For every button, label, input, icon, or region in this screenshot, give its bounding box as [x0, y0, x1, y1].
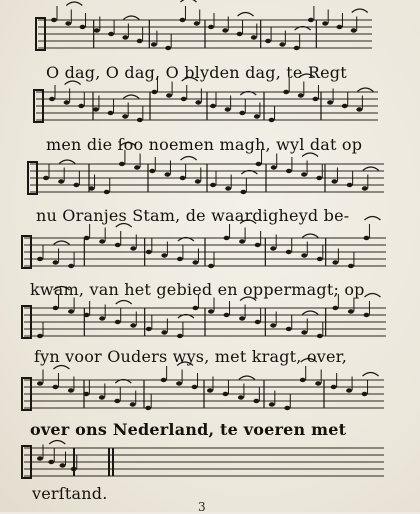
- slur: [116, 301, 132, 305]
- note-head: [134, 165, 140, 169]
- note-head: [161, 330, 167, 334]
- note-head: [224, 236, 230, 240]
- note-head: [108, 111, 114, 115]
- note-head: [99, 316, 105, 320]
- note-head: [255, 320, 261, 324]
- note-head: [166, 93, 172, 97]
- slur: [123, 95, 139, 99]
- note-head: [284, 406, 290, 410]
- note-head: [256, 162, 262, 166]
- note-head: [94, 28, 100, 32]
- note-head: [37, 456, 43, 460]
- note-head: [208, 264, 214, 268]
- slur: [357, 88, 373, 92]
- note-head: [68, 388, 74, 392]
- slur: [302, 234, 318, 238]
- note-head: [315, 381, 321, 385]
- lyric-line-5: fyn voor Ouders wys, met kragt, over,: [34, 347, 347, 366]
- note-head: [298, 93, 304, 97]
- note-head: [269, 402, 275, 406]
- note-head: [316, 176, 322, 180]
- note-head: [348, 309, 354, 313]
- note-head: [115, 320, 121, 324]
- note-head: [130, 323, 136, 327]
- note-head: [300, 378, 306, 382]
- slur: [363, 373, 379, 377]
- note-head: [180, 176, 186, 180]
- note-head: [149, 169, 155, 173]
- note-head: [279, 42, 285, 46]
- note-head: [239, 239, 245, 243]
- note-head: [176, 381, 182, 385]
- slur: [364, 294, 380, 298]
- note-head: [301, 330, 307, 334]
- note-head: [37, 257, 43, 261]
- note-head: [161, 378, 167, 382]
- note-head: [177, 257, 183, 261]
- note-head: [346, 388, 352, 392]
- note-head: [317, 334, 323, 338]
- note-head: [208, 25, 214, 29]
- note-head: [210, 183, 216, 187]
- note-head: [312, 97, 318, 101]
- note-head: [68, 264, 74, 268]
- note-head: [332, 306, 338, 310]
- note-head: [114, 399, 120, 403]
- note-head: [48, 460, 54, 464]
- note-head: [58, 179, 64, 183]
- note-head: [52, 385, 58, 389]
- note-head: [240, 190, 246, 194]
- note-head: [225, 107, 231, 111]
- note-head: [151, 42, 157, 46]
- note-head: [145, 406, 151, 410]
- note-head: [222, 392, 228, 396]
- note-head: [362, 186, 368, 190]
- note-head: [286, 169, 292, 173]
- note-head: [73, 183, 79, 187]
- note-head: [60, 463, 66, 467]
- note-head: [222, 28, 228, 32]
- note-head: [308, 18, 314, 22]
- note-head: [161, 253, 167, 257]
- note-head: [207, 388, 213, 392]
- note-head: [224, 313, 230, 317]
- note-head: [122, 35, 128, 39]
- note-head: [283, 90, 289, 94]
- note-head: [181, 97, 187, 101]
- note-head: [179, 18, 185, 22]
- note-head: [331, 385, 337, 389]
- note-head: [342, 104, 348, 108]
- note-head: [104, 190, 110, 194]
- note-head: [253, 399, 259, 403]
- note-head: [89, 186, 95, 190]
- note-head: [43, 176, 49, 180]
- note-head: [53, 306, 59, 310]
- note-head: [208, 309, 214, 313]
- note-head: [146, 327, 152, 331]
- slur: [180, 0, 196, 2]
- note-head: [269, 118, 275, 122]
- note-head: [192, 306, 198, 310]
- note-head: [64, 100, 70, 104]
- slur: [54, 241, 70, 245]
- lyric-line-6: over ons Nederland, te voeren met: [30, 420, 347, 439]
- note-head: [192, 385, 198, 389]
- note-head: [78, 104, 84, 108]
- note-head: [165, 46, 171, 50]
- note-head: [130, 402, 136, 406]
- note-head: [356, 107, 362, 111]
- note-head: [68, 309, 74, 313]
- lyric-line-1: O dag, O dag, O blyden dag, te Regt: [46, 63, 347, 82]
- note-head: [225, 186, 231, 190]
- note-head: [164, 172, 170, 176]
- note-head: [351, 28, 357, 32]
- note-head: [301, 172, 307, 176]
- note-head: [194, 21, 200, 25]
- note-head: [331, 179, 337, 183]
- lyric-line-3: nu Oranjes Stam, de waardigheyd be-: [36, 206, 350, 225]
- slur: [123, 16, 139, 20]
- note-head: [363, 313, 369, 317]
- note-head: [237, 32, 243, 36]
- note-head: [51, 18, 57, 22]
- note-head: [294, 46, 300, 50]
- slur: [59, 160, 75, 164]
- note-head: [146, 250, 152, 254]
- slur: [364, 217, 380, 221]
- note-head: [239, 111, 245, 115]
- slur: [239, 376, 255, 380]
- note-head: [322, 21, 328, 25]
- lyric-line-4: kwam, van het gebied en oppermagt; op: [30, 280, 365, 299]
- note-head: [80, 25, 86, 29]
- note-head: [286, 327, 292, 331]
- note-head: [239, 316, 245, 320]
- note-head: [347, 183, 353, 187]
- note-head: [265, 39, 271, 43]
- note-head: [83, 392, 89, 396]
- note-head: [327, 100, 333, 104]
- note-head: [37, 381, 43, 385]
- note-head: [251, 35, 257, 39]
- note-head: [270, 246, 276, 250]
- note-head: [84, 236, 90, 240]
- slur: [352, 9, 368, 13]
- note-head: [49, 97, 55, 101]
- note-head: [271, 165, 277, 169]
- slur: [66, 2, 82, 6]
- slur: [238, 13, 254, 17]
- note-head: [192, 260, 198, 264]
- note-head: [332, 260, 338, 264]
- note-head: [210, 104, 216, 108]
- note-head: [317, 257, 323, 261]
- note-head: [270, 323, 276, 327]
- note-head: [108, 32, 114, 36]
- note-head: [37, 334, 43, 338]
- note-head: [195, 179, 201, 183]
- note-head: [254, 114, 260, 118]
- note-head: [177, 334, 183, 338]
- lyric-line-7: verſtand.: [32, 484, 108, 503]
- note-head: [301, 253, 307, 257]
- slur: [49, 441, 65, 445]
- note-head: [84, 313, 90, 317]
- slur: [302, 311, 318, 315]
- note-head: [122, 114, 128, 118]
- page-number: 3: [198, 500, 206, 514]
- note-head: [286, 250, 292, 254]
- note-head: [362, 392, 368, 396]
- note-head: [238, 395, 244, 399]
- note-head: [65, 21, 71, 25]
- note-head: [137, 118, 143, 122]
- note-head: [53, 260, 59, 264]
- note-head: [348, 264, 354, 268]
- lyric-line-2: men die ſoo noemen magh, wyl dat op: [46, 135, 363, 154]
- slur: [53, 366, 69, 370]
- slur: [363, 167, 379, 171]
- note-head: [71, 467, 77, 471]
- note-head: [119, 162, 125, 166]
- note-head: [255, 243, 261, 247]
- note-head: [115, 243, 121, 247]
- note-head: [130, 246, 136, 250]
- note-head: [195, 100, 201, 104]
- note-head: [336, 25, 342, 29]
- note-head: [363, 236, 369, 240]
- slur: [181, 157, 197, 161]
- note-head: [137, 39, 143, 43]
- note-head: [151, 90, 157, 94]
- note-head: [99, 239, 105, 243]
- note-head: [93, 107, 99, 111]
- note-head: [99, 395, 105, 399]
